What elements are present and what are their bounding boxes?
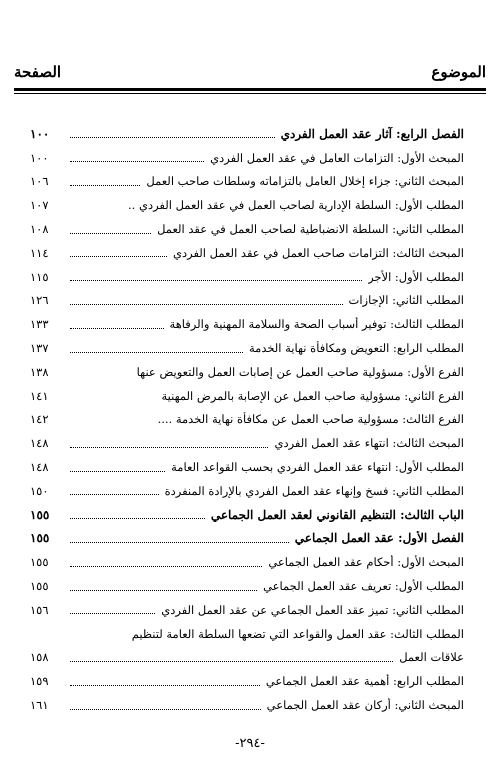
- toc-entry: [30, 217, 464, 241]
- dot-leader: [70, 256, 167, 257]
- toc-entry-title: المطلب الأول: انتهاء عقد العمل الفردي بحسب القواعد العامة: [171, 460, 464, 475]
- toc-entry: [30, 455, 464, 479]
- toc-entry-title: الفرع الأول: مسؤولية صاحب العمل عن إصابات العمل والتعويض عنها: [136, 364, 464, 379]
- table-of-contents: [30, 122, 464, 717]
- toc-entry-page: ١٠٠: [30, 126, 50, 141]
- toc-entry-page: ١٦١: [30, 698, 49, 713]
- toc-entry-title: المطلب الأول: تعريف عقد العمل الجماعي: [263, 579, 464, 594]
- toc-entry: [30, 598, 464, 622]
- toc-entry-title: المبحث الثالث: التزامات صاحب العمل في عقد العمل الفردي: [173, 245, 464, 260]
- toc-entry-title: المطلب الثالث: توفير أسباب الصحة والسلامة المهنية والرفاهة: [169, 317, 464, 332]
- toc-entry: [30, 265, 464, 289]
- dot-leader: [70, 185, 140, 186]
- toc-entry-page: ١٥٩: [30, 674, 49, 689]
- dot-leader: [70, 304, 343, 305]
- toc-entry: [30, 479, 464, 503]
- toc-entry: [30, 574, 464, 598]
- toc-entry-title: المطلب الأول: الأجر: [368, 269, 464, 284]
- toc-entry-page: ١١٥: [30, 269, 49, 284]
- toc-entry-title: المطلب الثالث: عقد العمل والقواعد التي تضعها السلطة العامة لتنظيم: [131, 626, 464, 641]
- toc-entry-title: المطلب الثاني: فسخ وإنهاء عقد العمل الفردي بالإرادة المنفردة: [164, 483, 464, 498]
- toc-entry: [30, 669, 464, 693]
- toc-entry-title: الفصل الرابع: آثار عقد العمل الفردي: [280, 126, 464, 141]
- toc-entry-page: ١٤٨: [30, 436, 49, 451]
- toc-entry: [30, 170, 464, 194]
- dot-leader: [70, 137, 275, 138]
- toc-entry-page: ١٥٦: [30, 602, 49, 617]
- toc-entry: [30, 550, 464, 574]
- toc-entry-title: الفرع الثالث: مسؤولية صاحب العمل عن مكافأة نهاية الخدمة ....: [157, 412, 464, 427]
- dot-leader: [70, 352, 243, 353]
- header-rule-thick: [14, 88, 486, 91]
- toc-entry-title: المطلب الرابع: أهمية عقد العمل الجماعي: [265, 674, 464, 689]
- toc-entry-page: ١١٤: [30, 245, 49, 260]
- toc-entry: [30, 408, 464, 432]
- toc-entry-page: ١٤٨: [30, 460, 49, 475]
- dot-leader: [70, 280, 362, 281]
- header-rule-thin: [14, 93, 486, 94]
- toc-entry-page: ١٥٠: [30, 483, 49, 498]
- toc-entry: [30, 693, 464, 717]
- dot-leader: [70, 233, 151, 234]
- toc-entry: [30, 360, 464, 384]
- toc-entry-page: ١٣٧: [30, 341, 49, 356]
- dot-leader: [70, 661, 393, 662]
- dot-leader: [70, 590, 257, 591]
- toc-entry-page: ١٠٠: [30, 150, 49, 165]
- toc-header: [14, 60, 486, 84]
- toc-entry: [30, 193, 464, 217]
- dot-leader: [70, 161, 204, 162]
- dot-leader: [70, 494, 159, 495]
- toc-entry-title: المبحث الثالث: انتهاء عقد العمل الفردي: [274, 436, 464, 451]
- toc-entry-title: المطلب الرابع: التعويض ومكافأة نهاية الخدمة: [249, 341, 464, 356]
- toc-entry-page: ١٥٨: [30, 650, 49, 665]
- toc-entry: [30, 289, 464, 313]
- dot-leader: [70, 709, 261, 710]
- toc-entry-title: علاقات العمل: [399, 650, 464, 665]
- dot-leader: [70, 447, 268, 448]
- toc-entry: [30, 241, 464, 265]
- toc-entry-page: ١٥٥: [30, 579, 49, 594]
- page-number: -٢٩٤-: [235, 736, 265, 751]
- toc-entry-page: ١٥٥: [30, 555, 49, 570]
- toc-entry-page: ١٥٥: [30, 507, 50, 522]
- topic-column-heading: الموضوع: [431, 63, 486, 81]
- toc-entry: [30, 312, 464, 336]
- toc-entry-title: المطلب الثاني: الإجازات: [348, 293, 464, 308]
- toc-entry-page: ١٤٢: [30, 412, 49, 427]
- toc-entry-page: ١٥٥: [30, 531, 50, 546]
- dot-leader: [70, 518, 205, 519]
- toc-entry-title: الفصل الأول: عقد العمل الجماعي: [294, 531, 464, 546]
- toc-entry-title: المبحث الأول: أحكام عقد العمل الجماعي: [268, 555, 464, 570]
- dot-leader: [70, 685, 260, 686]
- toc-entry-page: ١٠٧: [30, 198, 49, 213]
- toc-entry-page: ١٤١: [30, 388, 49, 403]
- dot-leader: [70, 471, 165, 472]
- toc-entry: [30, 431, 464, 455]
- toc-entry-title: المطلب الثاني: السلطة الانضباطية لصاحب العمل في عقد العمل: [157, 222, 464, 237]
- toc-entry: [30, 336, 464, 360]
- toc-entry-title: المبحث الأول: التزامات العامل في عقد العمل الفردي: [210, 150, 464, 165]
- toc-entry-page: ١٢٦: [30, 293, 49, 308]
- toc-entry-title: المبحث الثاني: جزاء إخلال العامل بالتزاماته وسلطات صاحب العمل: [146, 174, 464, 189]
- toc-entry-title: الفرع الثاني: مسؤولية صاحب العمل عن الإصابة بالمرض المهنية: [161, 388, 464, 403]
- toc-entry: [30, 384, 464, 408]
- toc-entry-page: ١٠٨: [30, 222, 49, 237]
- toc-entry-title: المبحث الثاني: أركان عقد العمل الجماعي: [266, 698, 464, 713]
- toc-entry-page: ١٣٨: [30, 364, 49, 379]
- toc-entry-title: المطلب الثاني: تميز عقد العمل الجماعي عن عقد العمل الفردي: [161, 602, 464, 617]
- dot-leader: [70, 542, 289, 543]
- dot-leader: [70, 613, 155, 614]
- toc-entry-title: المطلب الأول: السلطة الإدارية لصاحب العمل في عقد العمل الفردي ..: [127, 198, 464, 213]
- page-column-heading: الصفحة: [14, 63, 62, 81]
- toc-entry: [30, 146, 464, 170]
- toc-entry: [30, 122, 464, 146]
- toc-entry-page: ١٣٣: [30, 317, 49, 332]
- toc-entry: [30, 527, 464, 551]
- dot-leader: [70, 328, 164, 329]
- toc-entry: [30, 503, 464, 527]
- toc-entry: [30, 622, 464, 646]
- dot-leader: [70, 566, 262, 567]
- toc-entry: [30, 646, 464, 670]
- toc-entry-page: ١٠٦: [30, 174, 49, 189]
- toc-entry-title: الباب الثالث: التنظيم القانوني لعقد العمل الجماعي: [210, 507, 464, 522]
